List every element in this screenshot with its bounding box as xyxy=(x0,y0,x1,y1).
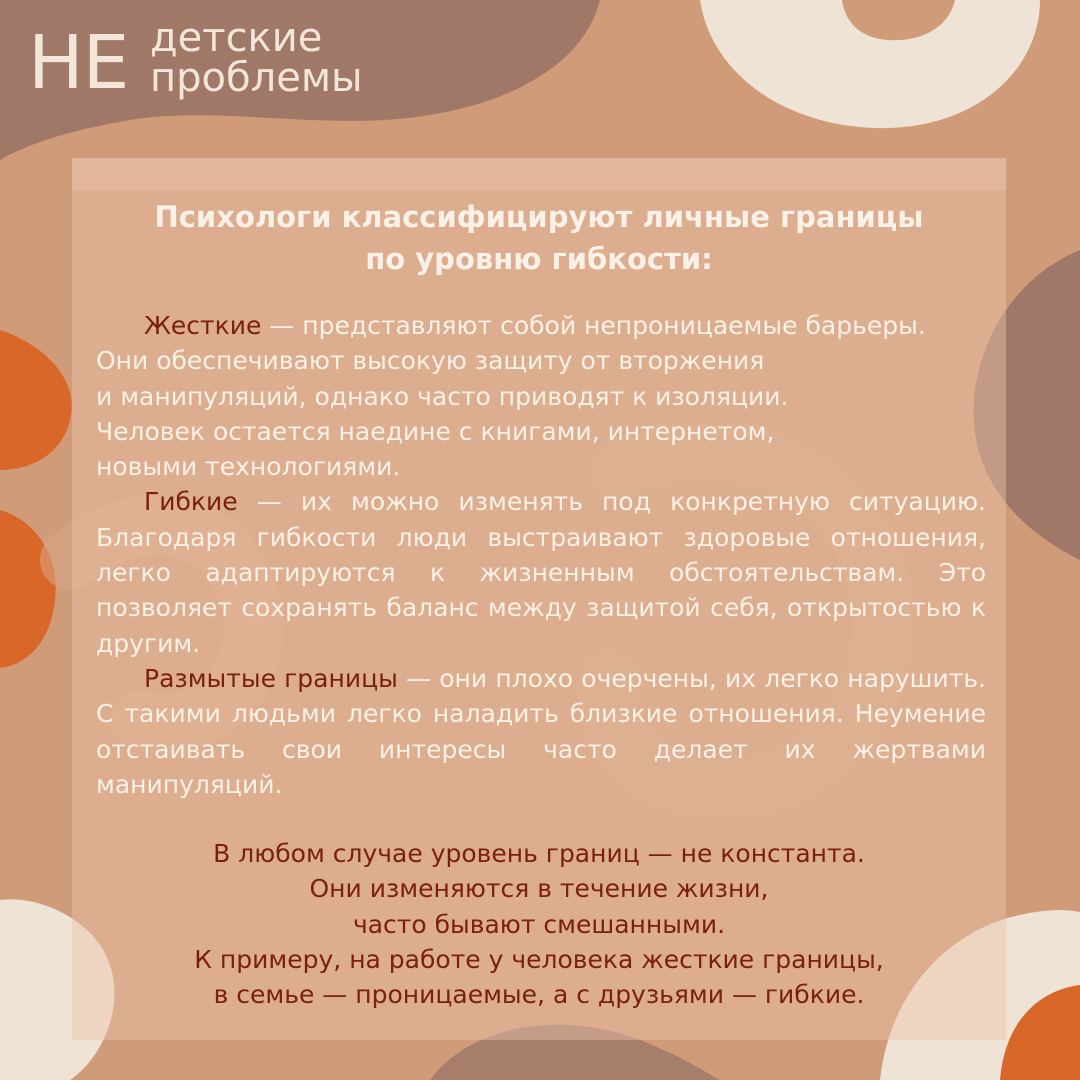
brand-ne: НЕ xyxy=(28,20,129,106)
conclusion xyxy=(72,836,1006,1012)
brand-line-1: детские xyxy=(150,15,323,61)
orange-blob-left xyxy=(0,330,72,470)
card-title xyxy=(72,196,1006,280)
title-line-2: по уровню гибкости: xyxy=(365,242,713,276)
paragraph-rigid-line-2: Они обеспечивают высокую защиту от вторжения xyxy=(96,346,765,376)
term-blurred: Размытые границы xyxy=(144,663,398,693)
paragraph-rigid xyxy=(96,308,986,484)
paragraph-rigid-line-3: и манипуляций, однако часто приводят к изоляции. xyxy=(96,381,789,411)
brand-line-2: проблемы xyxy=(150,55,363,101)
paragraph-blurred xyxy=(96,661,986,802)
brand-logo xyxy=(28,10,408,110)
title-line-1: Психологи классифицируют личные границы xyxy=(154,200,924,234)
paragraph-flexible xyxy=(96,484,986,660)
term-flexible: Гибкие xyxy=(144,487,238,517)
conclusion-line-5: в семье — проницаемые, а с друзьями — гибкие. xyxy=(213,980,865,1010)
paragraph-rigid-line-1: — представляют собой непроницаемые барьеры. xyxy=(261,311,926,340)
paragraph-blurred-text: — они плохо очерчены, их легко нарушить. С такими людьми легко наладить близкие отношения. Неумение отстаивать свои интересы часто делает их жертвами манипуляций. xyxy=(96,663,987,799)
cream-loop-top-right xyxy=(700,0,1040,128)
paragraph-rigid-line-5: новыми технологиями. xyxy=(96,452,401,482)
card-body xyxy=(96,308,986,802)
conclusion-line-4: К примеру, на работе у человека жесткие границы, xyxy=(194,944,884,974)
content-card-top-strip xyxy=(72,158,1006,190)
orange-blob-left-lower xyxy=(0,510,56,668)
paragraph-flexible-text: — их можно изменять под конкретную ситуацию. Благодаря гибкости люди выстраивают здоровые отношения, легко адаптируются к жизненным обстоятельствам. Это позволяет сохранять баланс между защитой себя, открытостью к другим. xyxy=(96,487,986,658)
paragraph-rigid-line-4: Человек остается наедине с книгами, интернетом, xyxy=(96,416,775,446)
term-rigid: Жесткие xyxy=(144,311,262,340)
conclusion-line-2: Они изменяются в течение жизни, xyxy=(309,874,769,904)
conclusion-line-3: часто бывают смешанными. xyxy=(352,909,726,939)
conclusion-line-1: В любом случае уровень границ — не константа. xyxy=(213,839,865,868)
brand-subtitle xyxy=(150,15,363,101)
